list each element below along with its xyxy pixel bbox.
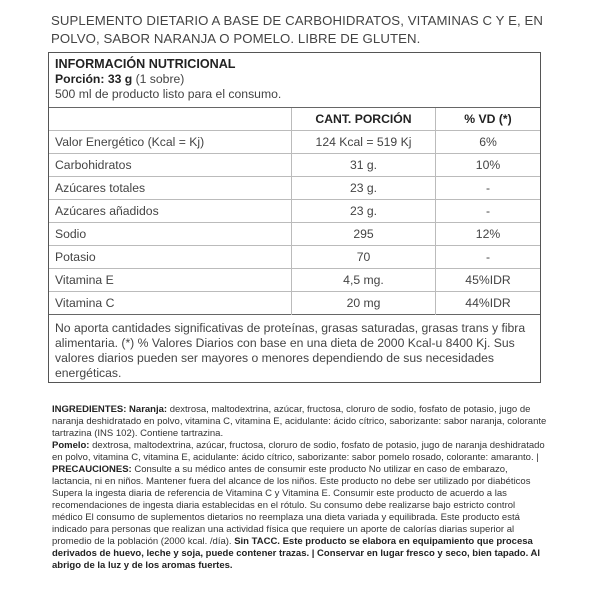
table-row [49, 154, 540, 177]
portion-line [55, 72, 540, 87]
nutrient-vd: 45%IDR [465, 273, 511, 287]
nutrient-amount: 23 g. [292, 200, 436, 223]
product-title: SUPLEMENTO DIETARIO A BASE DE CARBOHIDRATOS, VITAMINAS C Y E, EN POLVO, SABOR NARANJA O POMELO. LIBRE DE GLUTEN. [51, 13, 544, 46]
nutrient-amount: 70 [292, 246, 436, 269]
nutrient-name: Azúcares añadidos [49, 200, 292, 223]
table-row [49, 269, 540, 292]
ingredients-block [52, 404, 548, 572]
nutrient-name: Potasio [49, 246, 292, 269]
nutrient-vd: - [485, 181, 491, 195]
nutrient-amount: 31 g. [292, 154, 436, 177]
nutrient-name: Vitamina E [49, 269, 292, 292]
nutrient-name: Vitamina C [49, 292, 292, 315]
table-row [49, 292, 540, 315]
table-header-row [49, 108, 540, 131]
nutrient-amount: 20 mg [292, 292, 436, 315]
gluten-storage-note: Sin TACC. Este producto se elabora en equipamiento que procesa derivados de huevo, leche y soja, puede contener trazas. | Conservar en lugar fresco y seco, bien tapado. Al abrigo de la luz y de los aromas fuertes. [52, 536, 541, 571]
ingredients-label: INGREDIENTES: Naranja: [52, 404, 168, 415]
nutrient-amount: 23 g. [292, 177, 436, 200]
table-row [49, 131, 540, 154]
nutrient-vd: - [485, 250, 491, 264]
header-vd: % VD (*) [464, 112, 512, 126]
table-row [49, 246, 540, 269]
nutrient-vd: 6% [479, 135, 497, 149]
nutrition-facts-panel [48, 52, 541, 383]
grapefruit-label: Pomelo: [52, 440, 90, 451]
header-nutrient [49, 108, 292, 131]
nutrient-vd: 10% [475, 158, 501, 172]
portion-detail: (1 sobre) [132, 72, 185, 86]
nutrient-vd: - [485, 204, 491, 218]
nutrient-name: Azúcares totales [49, 177, 292, 200]
table-row [49, 223, 540, 246]
nutrient-vd: 12% [475, 227, 501, 241]
table-row [49, 177, 540, 200]
nutrient-name: Carbohidratos [49, 154, 292, 177]
nutrient-amount: 124 Kcal = 519 Kj [292, 131, 436, 154]
nutrition-footnote: No aporta cantidades significativas de proteínas, grasas saturadas, grasas trans y fibra alimentaria. (*) % Valores Diarios con base en una dieta de 2000 Kcal-u 8400 Kj. Sus valores diarios pueden ser mayores o menores dependiendo de sus necesidades energéticas. [55, 321, 526, 380]
portion-label: Porción: 33 g [55, 72, 133, 86]
nutrient-vd: 44%IDR [465, 296, 511, 310]
nutrient-amount: 295 [292, 223, 436, 246]
serving-note: 500 ml de producto listo para el consumo. [55, 87, 282, 101]
nutrient-name: Valor Energético (Kcal = Kj) [49, 131, 292, 154]
precautions-label: PRECAUCIONES: [52, 464, 132, 475]
nutrition-header [49, 53, 540, 108]
nutrient-name: Sodio [49, 223, 292, 246]
nutrient-amount: 4,5 mg. [292, 269, 436, 292]
table-row [49, 200, 540, 223]
header-amount: CANT. PORCIÓN [292, 108, 436, 131]
ingredients-orange: dextrosa, maltodextrina, azúcar, fructosa, cloruro de sodio, fosfato de potasio, jugo de naranja deshidratado en polvo, vitamina C, vitamina E, acidulante: ácido cítrico, saborizante: sabor naranja, colorante tartrazina (INS 102). Contiene tartrazina. [52, 404, 547, 439]
ingredients-grapefruit: dextrosa, maltodextrina, azúcar, fructosa, cloruro de sodio, fosfato de potasio, jugo de naranja deshidratado en polvo, vitamina C, vitamina E, acidulante: ácido cítrico, saborizante: sabor pomelo rosado, colorante: amaranto. | [52, 440, 545, 463]
precautions-text: Consulte a su médico antes de consumir este producto No utilizar en caso de embarazo, lactancia, ni en niños. Mantener fuera del alcance de los niños. Este producto no debe ser utilizado por diabéticos Supera la ingesta diaria de referencia de Vitamina C y Vitamina E. Consumir este producto de acuerdo a las recomendaciones de ingesta diaria establecidas en el rótulo. Su consumo debe realizarse bajo estricto control médico El consumo de suplementos dietarios no reemplaza una dieta variada y equilibrada. Este producto está indicado para personas que realizan una actividad física que requiere un aporte de calorías diarias superior al promedio de la población (2000 kcal. /día). [52, 464, 531, 547]
nutrition-heading: INFORMACIÓN NUTRICIONAL [55, 57, 236, 71]
